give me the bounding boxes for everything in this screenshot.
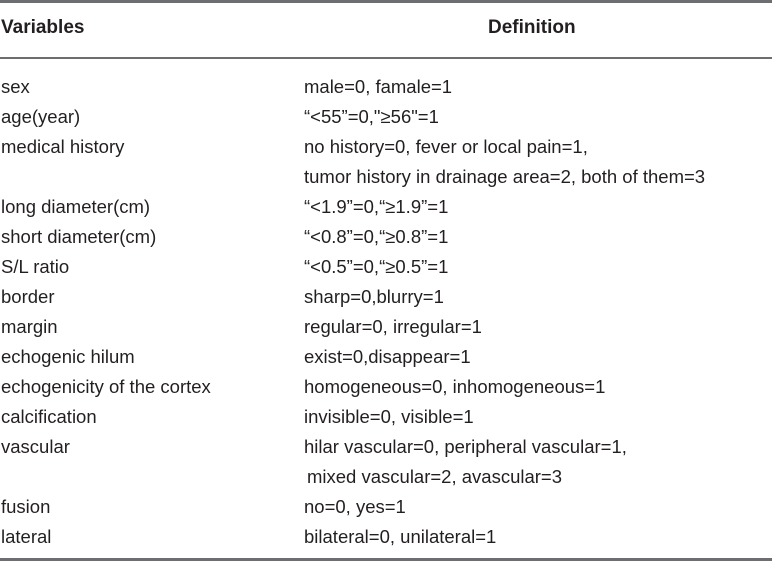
definition-line: tumor history in drainage area=2, both of them=3 — [304, 166, 706, 187]
definition-cell — [304, 522, 772, 552]
definition-line: exist=0,disappear=1 — [304, 346, 471, 367]
definition-line: bilateral=0, unilateral=1 — [304, 526, 497, 547]
header-rule — [0, 57, 772, 59]
definition-line: no=0, yes=1 — [304, 496, 406, 517]
definition-cell — [304, 282, 772, 312]
table-row — [0, 192, 772, 222]
definition-line: regular=0, irregular=1 — [304, 316, 482, 337]
table-row — [0, 492, 772, 522]
table-row — [0, 132, 772, 192]
definition-cell — [304, 222, 772, 252]
definition-line: “<1.9”=0,“≥1.9”=1 — [304, 196, 449, 217]
top-rule — [0, 0, 772, 3]
header-definition: Definition — [488, 17, 576, 38]
table-row — [0, 102, 772, 132]
table-body — [0, 72, 772, 552]
variable-cell: medical history — [1, 136, 125, 157]
definition-cell — [304, 192, 772, 222]
definition-cell — [304, 312, 772, 342]
definition-cell — [304, 372, 772, 402]
definition-cell — [304, 402, 772, 432]
variable-cell: age(year) — [1, 106, 81, 127]
variable-cell: lateral — [1, 526, 52, 547]
variable-cell: fusion — [1, 496, 51, 517]
definition-line: male=0, famale=1 — [304, 76, 453, 97]
definition-line: “<0.5”=0,“≥0.5”=1 — [304, 256, 449, 277]
definition-cell — [304, 132, 772, 192]
definition-cell — [304, 252, 772, 282]
variable-cell: vascular — [1, 436, 70, 457]
definition-cell — [304, 342, 772, 372]
table-row — [0, 72, 772, 102]
definition-line: mixed vascular=2, avascular=3 — [307, 466, 563, 487]
variable-cell: echogenic hilum — [1, 346, 135, 367]
variable-cell: short diameter(cm) — [1, 226, 157, 247]
table-row — [0, 312, 772, 342]
variable-cell: calcification — [1, 406, 97, 427]
definition-cell — [304, 102, 772, 132]
definition-cell — [304, 432, 772, 492]
table-row — [0, 522, 772, 552]
table-row — [0, 282, 772, 312]
definition-line: hilar vascular=0, peripheral vascular=1, — [304, 436, 627, 457]
definition-cell — [304, 492, 772, 522]
definition-line: “<55”=0,"≥56"=1 — [304, 106, 439, 127]
table-row — [0, 432, 772, 492]
definition-line: “<0.8”=0,“≥0.8”=1 — [304, 226, 449, 247]
definition-cell — [304, 72, 772, 102]
definition-line: sharp=0,blurry=1 — [304, 286, 444, 307]
definition-line: homogeneous=0, inhomogeneous=1 — [304, 376, 606, 397]
variable-cell: long diameter(cm) — [1, 196, 151, 217]
variable-cell: border — [1, 286, 55, 307]
variable-cell: sex — [1, 76, 30, 97]
table-row — [0, 342, 772, 372]
variable-cell: margin — [1, 316, 58, 337]
header-variables: Variables — [1, 17, 85, 38]
table-row — [0, 252, 772, 282]
table-row — [0, 372, 772, 402]
table-row — [0, 402, 772, 432]
definition-line: no history=0, fever or local pain=1, — [304, 136, 588, 157]
variable-cell: S/L ratio — [1, 256, 70, 277]
variable-cell: echogenicity of the cortex — [1, 376, 211, 397]
definition-line: invisible=0, visible=1 — [304, 406, 474, 427]
table-row — [0, 222, 772, 252]
